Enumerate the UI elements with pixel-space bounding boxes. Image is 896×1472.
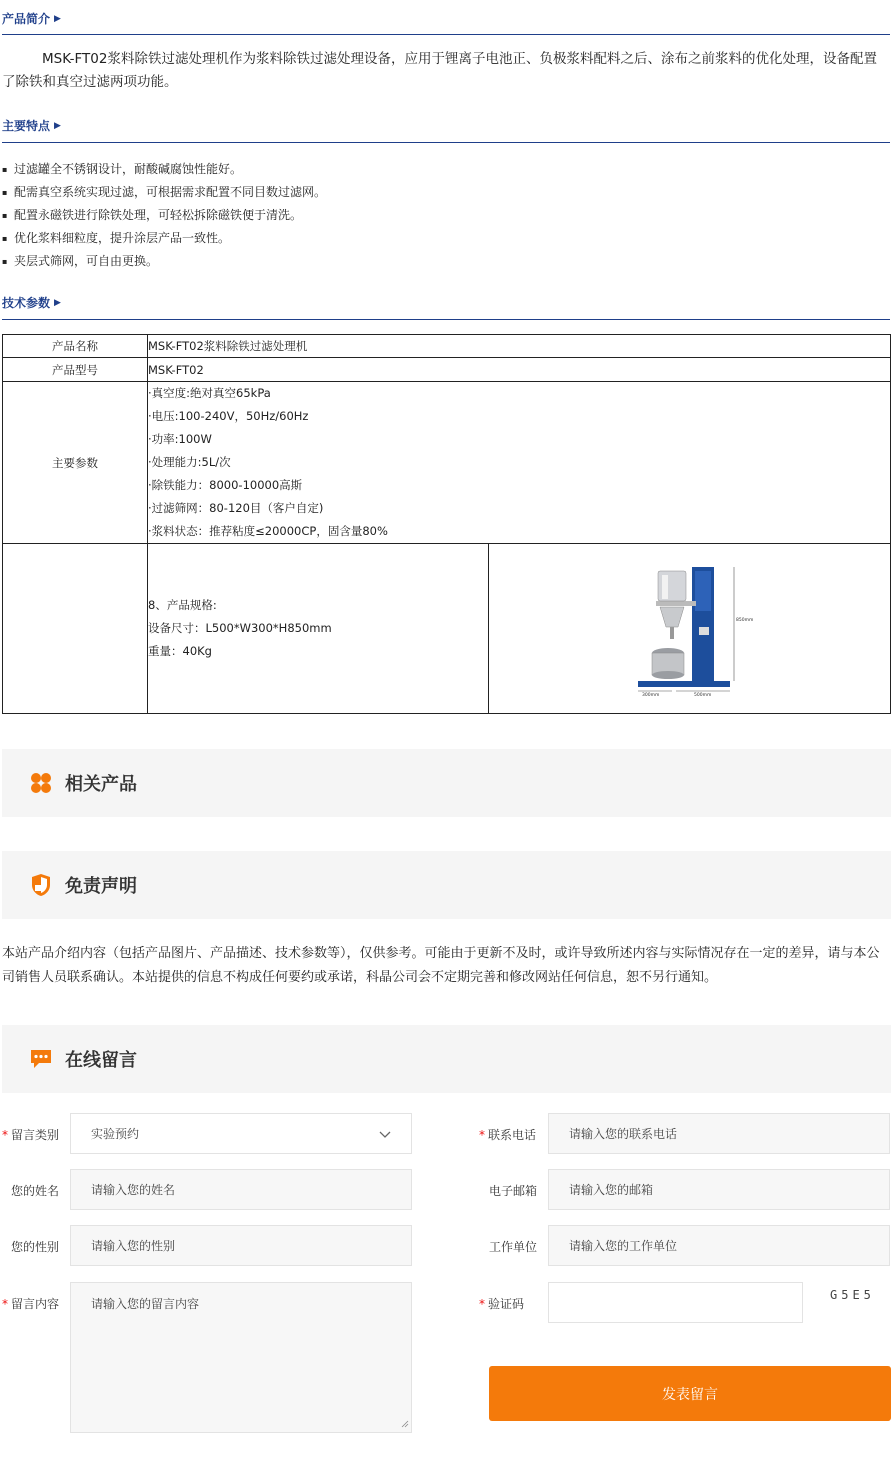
triangle-right-icon: ▶ xyxy=(54,297,61,308)
table-cell: MSK-FT02 xyxy=(148,358,891,382)
name-placeholder: 请输入您的姓名 xyxy=(91,1183,176,1197)
size-line: 设备尺寸：L500*W300*H850mm xyxy=(148,621,332,635)
email-input[interactable] xyxy=(548,1169,890,1210)
company-input[interactable] xyxy=(548,1225,890,1266)
company-placeholder: 请输入您的工作单位 xyxy=(569,1239,678,1253)
section-divider xyxy=(2,319,890,320)
param-line: ·电压:100-240V，50Hz/60Hz xyxy=(148,409,309,423)
size-line: 重量：40Kg xyxy=(148,644,212,658)
phone-placeholder: 请输入您的联系电话 xyxy=(569,1127,678,1141)
section-title-features xyxy=(2,117,61,134)
section-divider xyxy=(2,34,890,35)
captcha-label: * 验证码 xyxy=(479,1297,525,1311)
table-cell: MSK-FT02浆料除铁过滤处理机 xyxy=(148,335,891,358)
size-line: 8、产品规格: xyxy=(148,598,217,612)
email-label: 电子邮箱 xyxy=(489,1184,538,1198)
feature-list xyxy=(2,158,326,273)
table-row xyxy=(3,544,891,714)
table-row xyxy=(3,358,891,382)
param-line: ·真空度:绝对真空65kPa xyxy=(148,386,271,400)
chat-icon xyxy=(29,1047,53,1071)
list-item: ▪ 配需真空系统实现过滤，可根据需求配置不同目数过滤网。 xyxy=(2,181,326,204)
content-textarea[interactable] xyxy=(70,1282,412,1433)
email-placeholder: 请输入您的邮箱 xyxy=(569,1183,654,1197)
gender-label: 您的性别 xyxy=(11,1240,60,1254)
list-item: ▪ 夹层式筛网，可自由更换。 xyxy=(2,250,326,273)
list-item: ▪ 过滤罐全不锈钢设计，耐酸碱腐蚀性能好。 xyxy=(2,158,326,181)
table-cell xyxy=(3,544,148,714)
related-products-header xyxy=(2,749,891,817)
list-item: ▪ 配置永磁铁进行除铁处理，可轻松拆除磁铁便于清洗。 xyxy=(2,204,326,227)
param-line: ·功率:100W xyxy=(148,432,212,446)
phone-input[interactable] xyxy=(548,1113,890,1154)
param-line: ·除铁能力：8000-10000高斯 xyxy=(148,478,303,492)
dim-width-label: 300mm xyxy=(641,693,659,697)
grid-icon xyxy=(29,771,53,795)
section-title-text: 产品简介 xyxy=(2,12,51,26)
phone-label: * 联系电话 xyxy=(479,1128,537,1142)
param-line: ·浆料状态：推荐粘度≤20000CP，固含量80% xyxy=(148,524,388,538)
panel-title: 相关产品 xyxy=(65,774,137,795)
section-divider xyxy=(2,142,890,143)
name-label: 您的姓名 xyxy=(11,1184,60,1198)
content-placeholder: 请输入您的留言内容 xyxy=(91,1297,200,1311)
disclaimer-text: 本站产品介绍内容（包括产品图片、产品描述、技术参数等），仅供参考。可能由于更新不及时，或许导致所述内容与实际情况存在一定的差异，请与本公司销售人员联系确认。本站提供的信息不构成任何要约或承诺，科晶公司会不定期完善和修改网站任何信息，恕不另行通知。 xyxy=(2,946,880,985)
table-cell: 产品型号 xyxy=(3,358,148,382)
table-cell: 产品名称 xyxy=(3,335,148,358)
intro-text: MSK-FT02浆料除铁过滤处理机作为浆料除铁过滤处理设备，应用于锂离子电池正、负极浆料配料之后、涂布之前浆料的优化处理，设备配置了除铁和真空过滤两项功能。 xyxy=(2,51,877,90)
table-cell: 主要参数 xyxy=(3,382,148,544)
list-item: ▪ 优化浆料细粒度，提升涂层产品一致性。 xyxy=(2,227,326,250)
chevron-down-icon xyxy=(379,1128,391,1142)
category-selected-value: 实验预约 xyxy=(91,1127,140,1141)
gender-input[interactable] xyxy=(70,1225,412,1266)
content-label: * 留言内容 xyxy=(2,1297,60,1311)
category-label: * 留言类别 xyxy=(2,1128,60,1142)
product-image-cell xyxy=(489,544,891,714)
triangle-right-icon: ▶ xyxy=(54,13,61,24)
submit-button[interactable]: 发表留言 xyxy=(489,1366,891,1421)
section-title-text: 技术参数 xyxy=(2,296,51,310)
spec-table xyxy=(2,334,891,714)
section-title-text: 主要特点 xyxy=(2,119,51,133)
company-label: 工作单位 xyxy=(489,1240,538,1254)
param-line: ·处理能力:5L/次 xyxy=(148,455,231,469)
dim-height-label: 850mm xyxy=(735,618,753,623)
param-line: ·过滤筛网：80-120目（客户自定) xyxy=(148,501,324,515)
intro-paragraph xyxy=(2,48,884,94)
triangle-right-icon: ▶ xyxy=(54,120,61,131)
panel-title: 在线留言 xyxy=(65,1050,137,1071)
table-row xyxy=(3,335,891,358)
dim-depth-label: 500mm xyxy=(693,693,711,697)
gender-placeholder: 请输入您的性别 xyxy=(91,1239,176,1253)
captcha-input[interactable] xyxy=(548,1282,803,1323)
section-title-intro xyxy=(2,10,61,27)
product-image xyxy=(620,557,760,697)
params-cell xyxy=(148,382,891,544)
section-title-spec xyxy=(2,294,61,311)
shield-icon xyxy=(29,873,53,897)
table-row xyxy=(3,382,891,544)
captcha-image[interactable]: G5E5 xyxy=(830,1288,875,1302)
category-select[interactable] xyxy=(70,1113,412,1154)
name-input[interactable] xyxy=(70,1169,412,1210)
panel-title: 免责声明 xyxy=(65,876,137,897)
size-cell xyxy=(148,544,489,714)
message-header xyxy=(2,1025,891,1093)
disclaimer-header xyxy=(2,851,891,919)
resize-handle-icon[interactable] xyxy=(401,1417,409,1431)
